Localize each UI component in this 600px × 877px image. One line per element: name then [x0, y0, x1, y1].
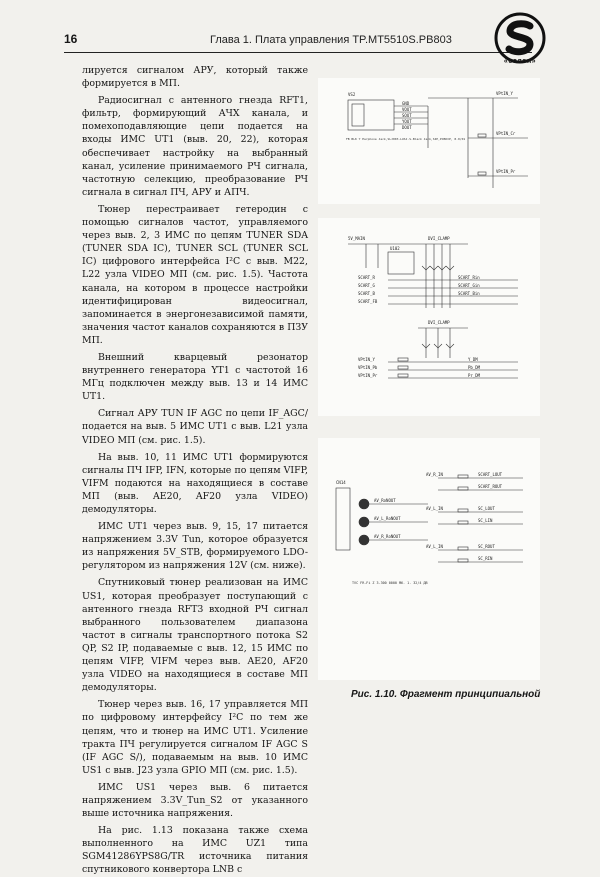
- net-label: SC_LOUT: [478, 506, 495, 511]
- paragraph: ИМС US1 через выв. 6 питается напряжением 3.3V_Tun_S2 от указанного выше источника напряжения.: [82, 781, 308, 820]
- net-label: VPtIN_Pr: [496, 169, 516, 174]
- net-label: SCART_Bin: [458, 291, 480, 296]
- net-label: AV_RoNOUT: [374, 498, 396, 503]
- schematic-panel-bottom: [318, 438, 540, 680]
- running-header: Глава 1. Плата управления TP.MT5510S.PB803: [210, 34, 452, 46]
- paragraph: На выв. 10, 11 ИМС UT1 формируются сигналы ПЧ IFP, IFN, которые по цепям VIFP, VIFM подаются на находящиеся в составе МП (выв. AE20, AF20 узла VIDEO) демодуляторы.: [82, 451, 308, 515]
- schematic-footnote: TVC FR-Fi Z 3.300 0000 Ф6. 1. З2/4 ДB: [352, 581, 428, 585]
- component-note: FB BLK Y Earphone Jack,SLJ003-LUSJ-S-Black Jack,SIP,PCBDIP, 8.0/01: [346, 137, 466, 141]
- figure-caption: Рис. 1.10. Фрагмент принципиальной: [351, 689, 541, 700]
- body-text-column: [82, 64, 308, 877]
- schematic-panel-top: [318, 78, 540, 204]
- net-label: SCART_G: [358, 283, 375, 288]
- net-label: VPtIN_Cr: [496, 131, 516, 136]
- schematic-panel-middle: [318, 218, 540, 416]
- net-label: VPtIN_Y: [358, 357, 375, 362]
- net-label: SCART_Gin: [458, 283, 480, 288]
- page-number: 16: [64, 32, 78, 46]
- publisher-logo-icon: [494, 12, 546, 64]
- net-label: VPtIN_Pb: [358, 365, 378, 370]
- ic-ref: U102: [390, 246, 400, 251]
- paragraph: Сигнал АРУ TUN IF AGC по цепи IF_AGC/ подается на выв. 5 ИМС UT1 с выв. L21 узла VIDEO МП (см. рис. 1.5).: [82, 408, 308, 446]
- net-label: SCART_B: [358, 291, 375, 296]
- net-label: Pr_DM: [468, 373, 481, 378]
- net-label: SCART_Rin: [458, 275, 480, 280]
- net-label: VPtIN_Y: [496, 91, 513, 96]
- connector-ref: CN14: [336, 480, 346, 485]
- net-label: AV_L_RoNOUT: [374, 516, 401, 521]
- net-label: SC_LIN: [478, 518, 493, 523]
- header-rule: [64, 52, 532, 53]
- paragraph: На рис. 1.13 показана также схема выполненного на ИМС UZ1 типа SGM41286YPS8G/TR источника питания спутникового конвертора LNB с: [82, 825, 308, 876]
- net-label: AV_L_IN: [426, 544, 443, 549]
- clamp-label: DVI_CLAMP: [428, 320, 450, 325]
- paragraph: Спутниковый тюнер реализован на ИМС US1, которая преобразует поступающий с антенного гнезда RFT3 входной РЧ сигнал выбранного пользователем диапазона частот в сигналы транспортного потока S2 QP, S2 IP, подаваемые с выв. 12, 15 ИМС по цепям VIFP, VIFM через выв. AE20, AF20 узла VIDEO на находящиеся в составе МП демодуляторы.: [82, 577, 308, 694]
- net-label: SC_RIN: [478, 556, 493, 561]
- paragraph: ИМС UT1 через выв. 9, 15, 17 питается напряжением 3.3V Tun, которое образуется из напряжения 5V_STB, формируемого LDO-регулятором из напряжения 12V (см. ниже).: [82, 521, 308, 572]
- paragraph: Радиосигнал с антенного гнезда RFT1, фильтр, формирующий АЧХ канала, и помехоподавляющие цепи подается на входы ИМС UT1 (выв. 20, 22), которая обеспечивает настройку на выбранный канал, усиление принимаемого РЧ сигнала, частотную селекцию, преобразование РЧ сигнала в сигнал ПЧ, АРУ и АПЧ.: [82, 95, 308, 198]
- pin-label: VOUT: [402, 107, 412, 112]
- power-net-label: 5V_MAIN: [348, 236, 365, 241]
- net-label: SCART_LOUT: [478, 472, 503, 477]
- paragraph: лируется сигналом АРУ, который также формируется в МП.: [82, 65, 308, 90]
- clamp-label: DVI_CLAMP: [428, 236, 450, 241]
- net-label: Y_DM: [468, 357, 478, 362]
- net-label: SCART_FB: [358, 299, 378, 304]
- paragraph: Внешний кварцевый резонатор внутреннего генератора YT1 с частотой 16 МГц подключен между выв. 13 и 14 ИМС UT1.: [82, 351, 308, 403]
- pin-label: GND: [402, 101, 410, 106]
- connector-ref: VS2: [348, 92, 356, 97]
- net-label: SC_ROUT: [478, 544, 495, 549]
- paragraph: Тюнер через выв. 16, 17 управляется МП по цифровому интерфейсу I²C по тем же цепям, что и тюнер на ИМС UT1. Усиление тракта ПЧ регулируется сигналом IF AGC S (IF AGC S/), подаваемым на выв. 10 ИМС US1 с выв. J23 узла GPIO МП (см. рис. 1.5).: [82, 699, 308, 776]
- net-label: SCART_ROUT: [478, 484, 503, 489]
- pin-label: DOUT: [402, 125, 412, 130]
- net-label: AV_R_RoNOUT: [374, 534, 401, 539]
- pin-label: SOUT: [402, 113, 412, 118]
- publisher-logo-text: «солон»: [503, 58, 537, 65]
- pin-label: YOUT: [402, 119, 412, 124]
- paragraph: Тюнер перестраивает гетеродин с помощью сигналов частот, управляемого через выв. 2, 3 ИМС по цепям TUNER SDA (TUNER SDA IC), TUNER SCL (TUNER SCL IC) цифрового интерфейса I²C с выв. M22, L22 узла VIDEO МП (см. рис. 1.5). Частота канала, на котором в процессе настройки идентифицирован видеосигнал, запоминается в энергонезависимой памяти, значения частот каналов сохраняются в ПЗУ МП.: [82, 203, 308, 346]
- net-label: AV_R_IN: [426, 472, 443, 477]
- net-label: AV_L_IN: [426, 506, 443, 511]
- net-label: VPtIN_Pr: [358, 373, 378, 378]
- net-label: Pb_DM: [468, 365, 481, 370]
- net-label: SCART_R: [358, 275, 375, 280]
